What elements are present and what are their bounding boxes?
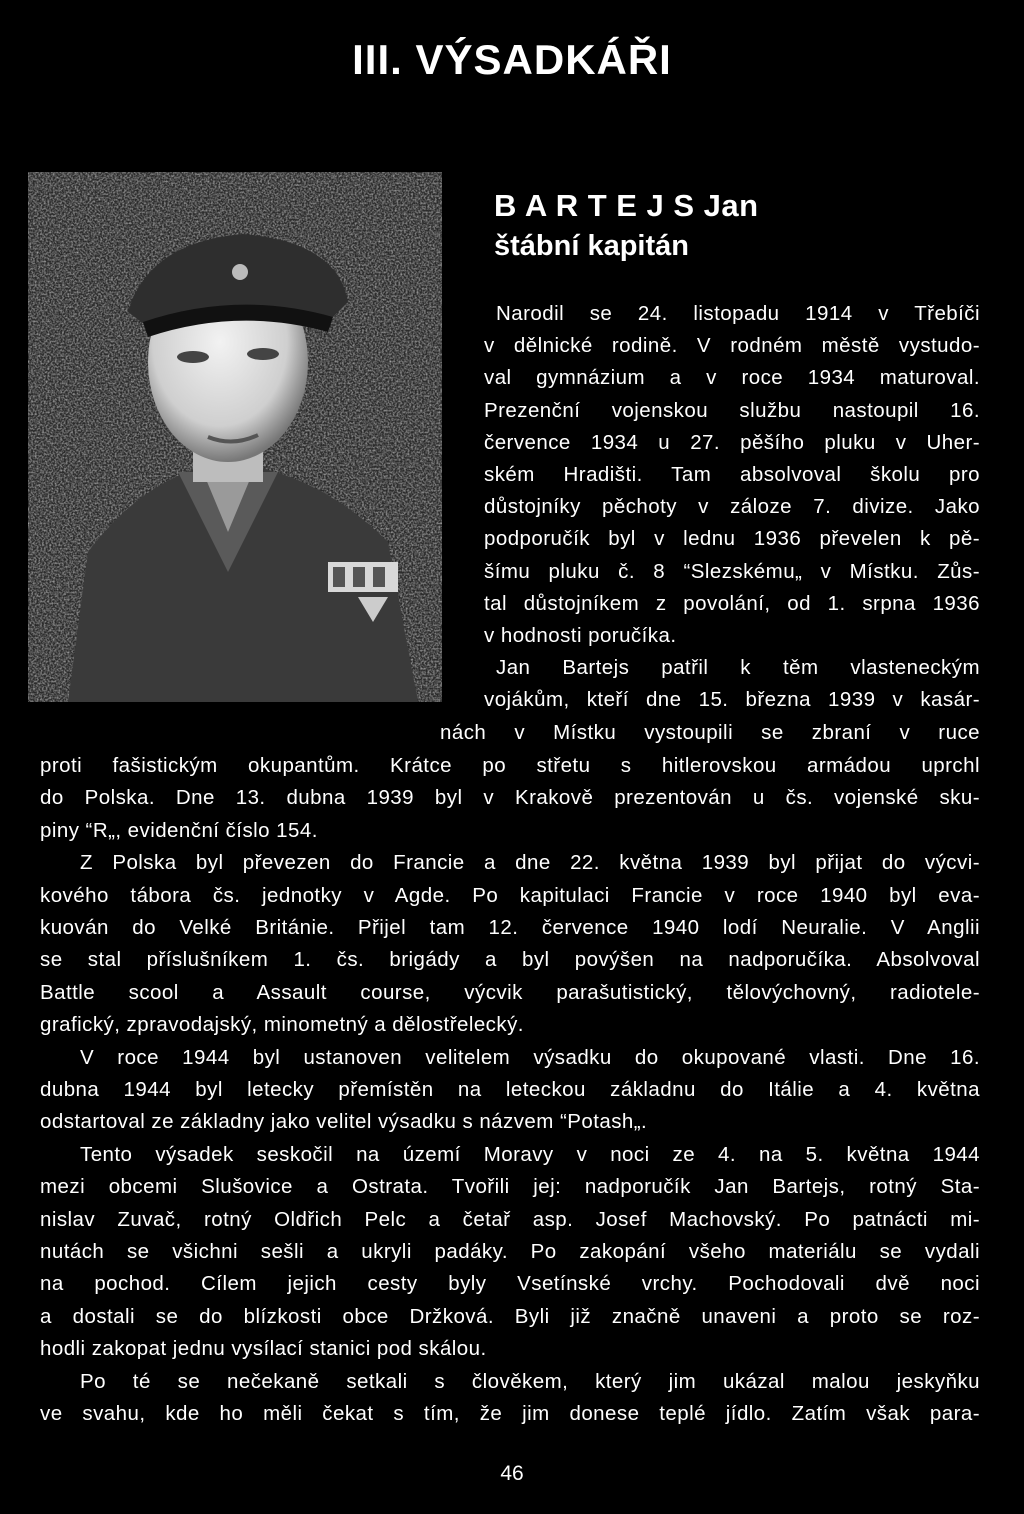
text-line: grafický, zpravodajský, minometný a dělostřelecký. [40, 1013, 524, 1037]
text-line: Tento výsadek seskočil na území Moravy v noci ze 4. na 5. května 1944 [80, 1142, 980, 1166]
text-line: Po té se nečekaně setkali s člověkem, který jim ukázal malou jeskyňku [80, 1369, 980, 1393]
text-line: kuován do Velké Británie. Přijel tam 12. července 1940 lodí Neuralie. V Anglii [40, 916, 980, 939]
text-line: proti fašistickým okupantům. Krátce po střetu s hitlerovskou armádou uprchl [40, 754, 980, 777]
chapter-title: III. VÝSADKÁŘI [352, 36, 672, 83]
text-line: nutách se všichni sešli a ukryli padáky. Po zakopání všeho materiálu se vydali [40, 1240, 980, 1263]
text-line: podporučík byl v lednu 1936 převelen k pě- [484, 527, 980, 551]
text-line: kového tábora čs. jednotky v Agde. Po kapitulaci Francie v roce 1940 byl eva- [40, 883, 980, 907]
text-line: hodli zakopat jednu vysílací stanici pod skálou. [40, 1337, 487, 1361]
text-line: V roce 1944 byl ustanoven velitelem výsadku do okupované vlasti. Dne 16. [80, 1045, 980, 1069]
text-line: na pochod. Cílem jejich cesty byly Vsetínské vrchy. Pochodovali dvě noci [40, 1272, 980, 1296]
text-line: Narodil se 24. listopadu 1914 v Třebíči [496, 302, 980, 325]
text-line: v hodnosti poručíka. [484, 624, 677, 647]
text-line: Battle scool a Assault course, výcvik parašutistický, tělovýchovný, radiotele- [40, 980, 980, 1004]
person-name: B A R T E J S Jan [494, 188, 759, 223]
text-line: se stal příslušníkem 1. čs. brigády a byl povýšen na nadporučíka. Absolvoval [40, 948, 980, 972]
text-line: odstartoval ze základny jako velitel výsadku s názvem “Potash„. [40, 1110, 648, 1134]
text-line: mezi obcemi Slušovice a Ostrata. Tvořili jej: nadporučík Jan Bartejs, rotný Sta- [40, 1175, 980, 1199]
text-line: nách v Místku vystoupili se zbraní v ruce [440, 720, 980, 744]
text-line: piny “R„, evidenční číslo 154. [40, 818, 318, 842]
text-line: v dělnické rodině. V rodném městě vystudo- [484, 334, 980, 358]
text-line: vojákům, kteří dne 15. března 1939 v kasár- [484, 688, 980, 712]
text-line: Jan Bartejs patřil k těm vlasteneckým [496, 656, 980, 680]
text-line: do Polska. Dne 13. dubna 1939 byl v Krakově prezentován u čs. vojenské sku- [40, 786, 980, 810]
text-line: ve svahu, kde ho měli čekat s tím, že jim donese teplé jídlo. Zatím však para- [40, 1402, 980, 1425]
portrait-photo [28, 172, 442, 702]
text-line: val gymnázium a v roce 1934 maturoval. [484, 366, 980, 390]
text-line: a dostali se do blízkosti obce Držková. Byli již značně unaveni a proto se roz- [40, 1304, 980, 1328]
text-line: Prezenční vojenskou službu nastoupil 16. [484, 398, 980, 422]
text-line: ském Hradišti. Tam absolvoval školu pro [484, 463, 980, 486]
page-number: 46 [500, 1462, 524, 1485]
person-rank: štábní kapitán [494, 230, 689, 262]
text-line: tal důstojníkem z povolání, od 1. srpna 1936 [484, 591, 980, 615]
text-line: nislav Zuvač, rotný Oldřich Pelc a četař asp. Josef Machovský. Po patnácti mi- [40, 1207, 980, 1231]
text-line: šímu pluku č. 8 “Slezskému„ v Místku. Zůs- [484, 559, 980, 583]
text-line: července 1934 u 27. pěšího pluku v Uher- [484, 430, 980, 454]
text-line: dubna 1944 byl letecky přemístěn na leteckou základnu do Itálie a 4. května [40, 1078, 980, 1101]
text-line: důstojníky pěchoty v záloze 7. divize. Jako [484, 495, 980, 519]
text-line: Z Polska byl převezen do Francie a dne 22. května 1939 byl přijat do výcvi- [80, 851, 980, 875]
